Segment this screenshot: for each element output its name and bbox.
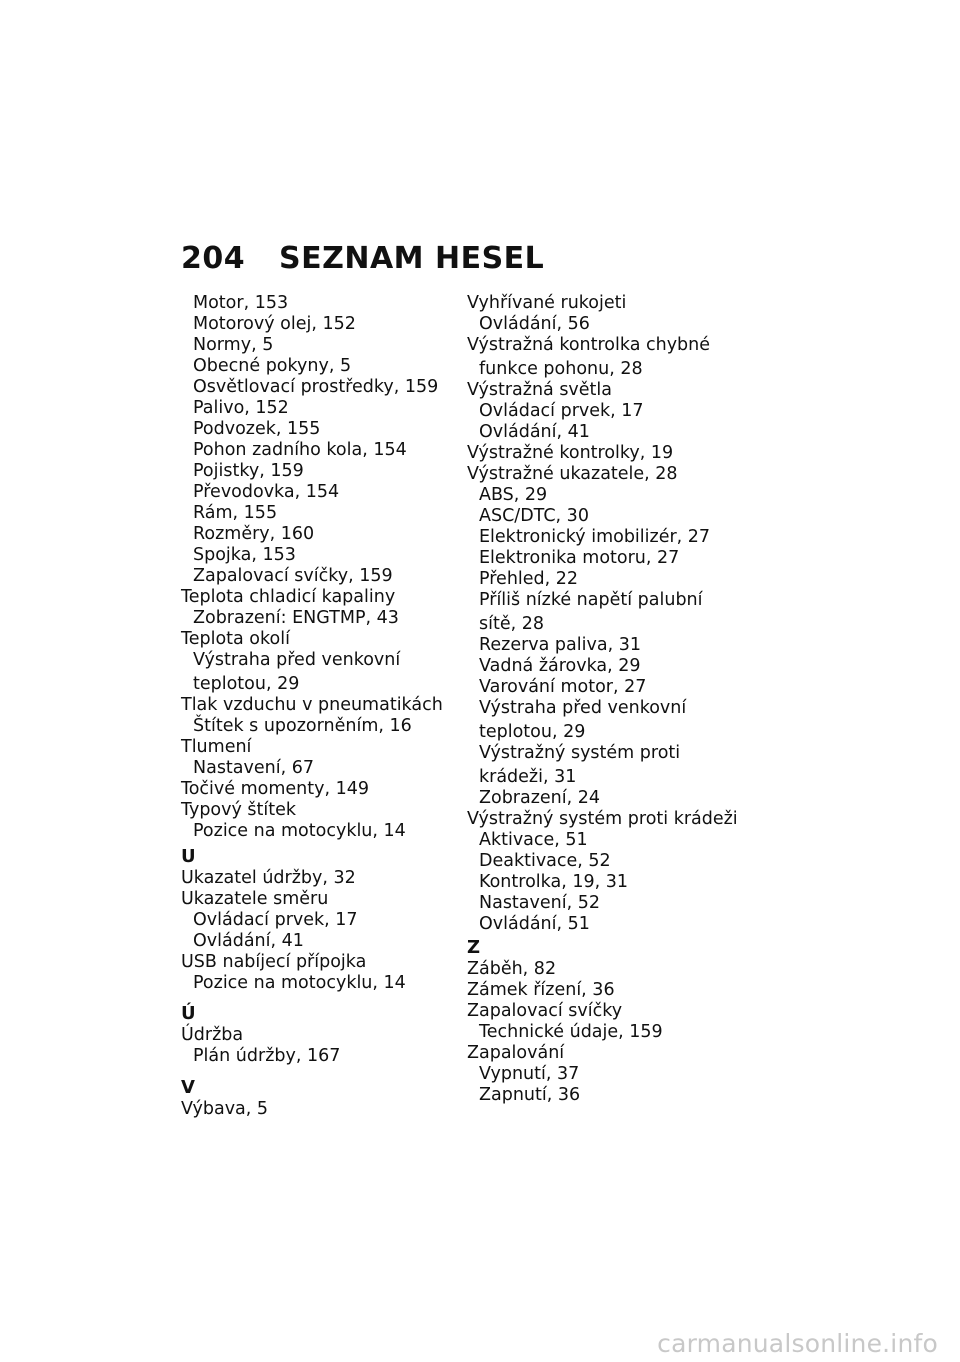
index-subentry: Podvozek, 155	[193, 419, 321, 439]
index-entry: Tlak vzduchu v pneumatikách	[181, 695, 443, 715]
index-subentry: Palivo, 152	[193, 398, 289, 418]
index-subentry: funkce pohonu, 28	[479, 359, 643, 379]
index-letter-heading: U	[181, 846, 196, 867]
index-subentry: Pozice na motocyklu, 14	[193, 973, 406, 993]
index-subentry: Nastavení, 67	[193, 758, 314, 778]
index-subentry: Ovládání, 56	[479, 314, 590, 334]
index-entry: Záběh, 82	[467, 959, 557, 979]
index-subentry: Technické údaje, 159	[479, 1022, 663, 1042]
index-subentry: Zobrazení, 24	[479, 788, 601, 808]
index-subentry: Rám, 155	[193, 503, 278, 523]
index-subentry: Kontrolka, 19, 31	[479, 872, 628, 892]
index-entry: Teplota chladicí kapaliny	[181, 587, 396, 607]
page-number: 204	[181, 241, 246, 276]
index-subentry: Převodovka, 154	[193, 482, 340, 502]
index-entry: Výstražné ukazatele, 28	[467, 464, 678, 484]
index-subentry: Přehled, 22	[479, 569, 579, 589]
index-subentry: Ovládání, 41	[193, 931, 304, 951]
index-subentry: Ovládání, 41	[479, 422, 590, 442]
index-subentry: Zobrazení: ENGTMP, 43	[193, 608, 399, 628]
index-entry: Výstražný systém proti krádeži	[467, 809, 738, 829]
index-subentry: Pozice na motocyklu, 14	[193, 821, 406, 841]
index-subentry: Elektronika motoru, 27	[479, 548, 680, 568]
index-subentry: Vypnutí, 37	[479, 1064, 580, 1084]
index-entry: Výstražné kontrolky, 19	[467, 443, 674, 463]
index-subentry: teplotou, 29	[193, 674, 300, 694]
index-subentry: sítě, 28	[479, 614, 545, 634]
index-subentry: Ovládací prvek, 17	[193, 910, 358, 930]
index-subentry: Spojka, 153	[193, 545, 296, 565]
index-subentry: Osvětlovací prostředky, 159	[193, 377, 439, 397]
index-subentry: Elektronický imobilizér, 27	[479, 527, 711, 547]
index-subentry: Motorový olej, 152	[193, 314, 356, 334]
index-entry: Tlumení	[181, 737, 252, 757]
index-entry: Výstražná světla	[467, 380, 613, 400]
index-entry: Teplota okolí	[181, 629, 290, 649]
index-subentry: Pojistky, 159	[193, 461, 304, 481]
index-entry: Zámek řízení, 36	[467, 980, 615, 1000]
index-entry: Vyhřívané rukojeti	[467, 293, 627, 313]
index-subentry: Motor, 153	[193, 293, 289, 313]
index-subentry: Rozměry, 160	[193, 524, 315, 544]
watermark: carmanualsonline.info	[657, 1329, 938, 1358]
index-subentry: Štítek s upozorněním, 16	[193, 716, 412, 736]
index-letter-heading: Z	[467, 937, 481, 958]
index-subentry: Aktivace, 51	[479, 830, 588, 850]
index-letter-heading: V	[181, 1077, 195, 1098]
index-entry: Zapalovací svíčky	[467, 1001, 623, 1021]
index-letter-heading: Ú	[181, 1003, 196, 1024]
index-subentry: Pohon zadního kola, 154	[193, 440, 407, 460]
index-entry: Výstražná kontrolka chybné	[467, 335, 711, 355]
index-subentry: Rezerva paliva, 31	[479, 635, 641, 655]
index-subentry: Ovládací prvek, 17	[479, 401, 644, 421]
index-entry: Výbava, 5	[181, 1099, 269, 1119]
index-entry: Točivé momenty, 149	[181, 779, 369, 799]
index-subentry: Obecné pokyny, 5	[193, 356, 352, 376]
index-subentry: teplotou, 29	[479, 722, 586, 742]
index-subentry: Výstražný systém proti	[479, 743, 681, 763]
index-subentry: Zapnutí, 36	[479, 1085, 581, 1105]
index-subentry: Ovládání, 51	[479, 914, 590, 934]
index-subentry: Zapalovací svíčky, 159	[193, 566, 393, 586]
index-entry: Ukazatel údržby, 32	[181, 868, 356, 888]
index-subentry: ASC/DTC, 30	[479, 506, 589, 526]
index-subentry: Výstraha před venkovní	[193, 650, 401, 670]
index-subentry: Plán údržby, 167	[193, 1046, 341, 1066]
index-subentry: Výstraha před venkovní	[479, 698, 687, 718]
index-subentry: Normy, 5	[193, 335, 274, 355]
index-entry: USB nabíjecí přípojka	[181, 952, 367, 972]
index-entry: Zapalování	[467, 1043, 565, 1063]
page-header	[181, 241, 544, 276]
index-subentry: krádeži, 31	[479, 767, 577, 787]
index-subentry: Deaktivace, 52	[479, 851, 611, 871]
index-subentry: Příliš nízké napětí palubní	[479, 590, 703, 610]
index-entry: Ukazatele směru	[181, 889, 329, 909]
index-entry: Údržba	[181, 1025, 244, 1045]
page-title: SEZNAM HESEL	[279, 241, 545, 276]
index-subentry: ABS, 29	[479, 485, 548, 505]
index-subentry: Vadná žárovka, 29	[479, 656, 641, 676]
index-entry: Typový štítek	[181, 800, 297, 820]
index-subentry: Varování motor, 27	[479, 677, 647, 697]
index-subentry: Nastavení, 52	[479, 893, 600, 913]
